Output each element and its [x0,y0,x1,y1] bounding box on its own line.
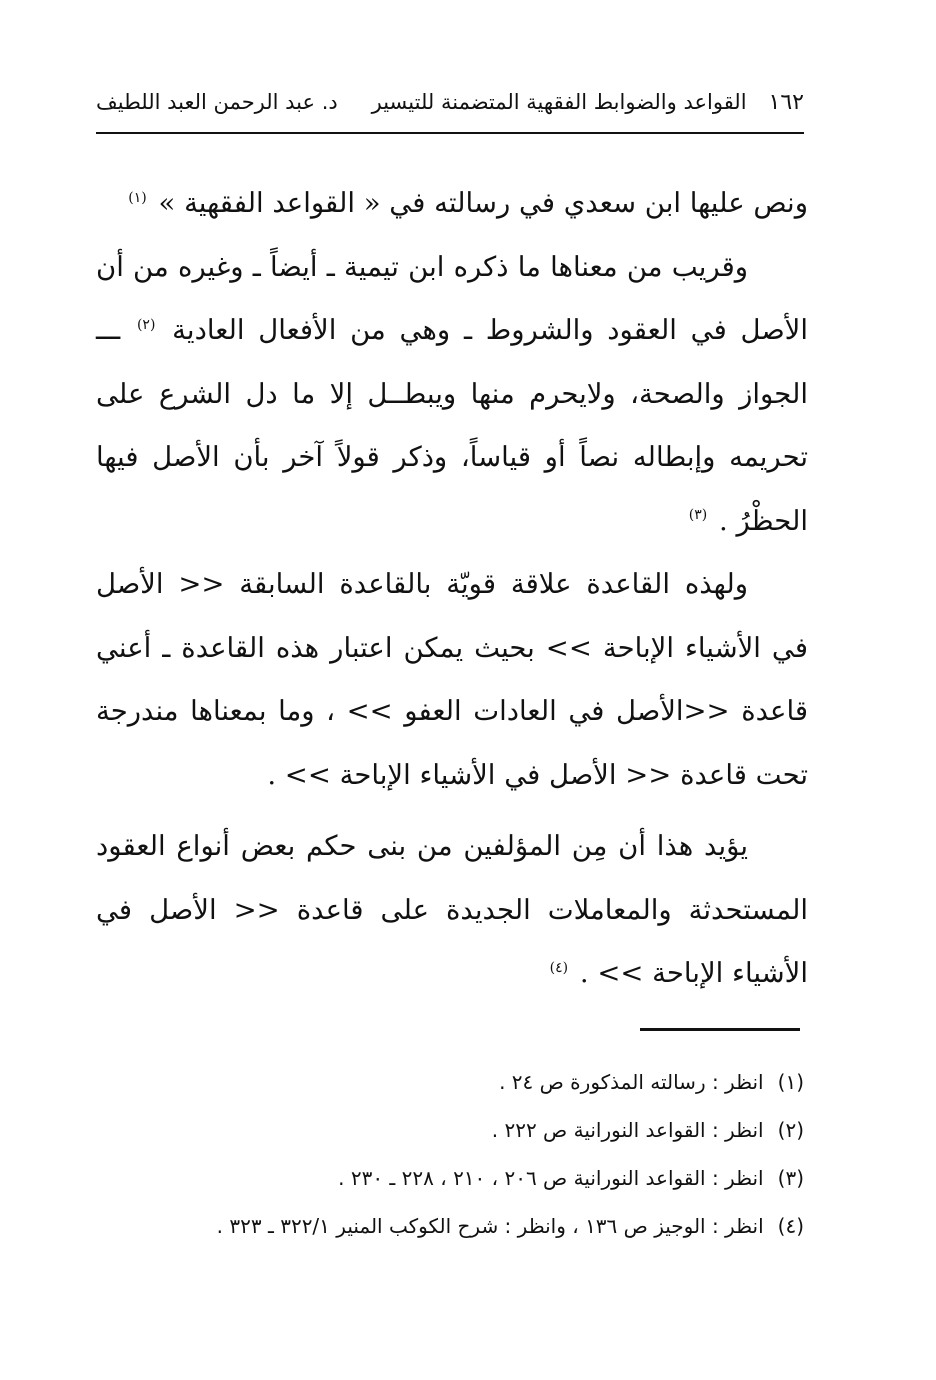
main-text [96,172,808,1006]
footnote-ref-2: (٢) [136,316,156,333]
page-number: ١٦٢ [768,89,804,115]
paragraph-2-text-b: ـــ الجواز والصحة، ولايحرم منها ويبطــل إلا ما دل الشرع على تحريمه وإبطاله نصاً أو قياساً، وذكر قولاً آخر بأن الأصل فيها الحظْرُ . [96,314,808,537]
running-header [96,82,804,122]
paragraph-4-text: يؤيد هذا أن مِن المؤلفين من بنى حكم بعض أنواع العقود المستحدثة والمعاملات الجديدة على قاعدة << الأصل في الأشياء الإباحة >> . [96,830,808,989]
footnote-ref-4: (٤) [549,959,569,976]
paragraph-4 [96,815,808,1006]
paragraph-2 [96,236,808,554]
paragraph-2-text-a: وقريب من معناها ما ذكره ابن تيمية ـ أيضاً ـ وغيره من أن الأصل في العقود والشروط ـ وهي من الأفعال العادية [96,250,808,346]
footnote-3 [96,1154,804,1202]
author-name: د. عبد الرحمن العبد اللطيف [96,90,338,114]
paragraph-3-text: ولهذه القاعدة علاقة قويّة بالقاعدة السابقة << الأصل في الأشياء الإباحة >> بحيث يمكن اعتبار هذه القاعدة ـ أعني قاعدة <<الأصل في العادات العفو >> ، وما بمعناها مندرجة تحت قاعدة << الأصل في الأشياء الإباحة >> . [96,568,808,791]
footnote-text: انظر : القواعد النورانية ص ٢٢٢ . [491,1118,764,1142]
book-title: القواعد والضوابط الفقهية المتضمنة للتيسير [371,90,747,114]
footnote-4 [96,1202,804,1250]
header-rule [96,132,804,134]
footnote-text: انظر : رسالته المذكورة ص ٢٤ . [499,1070,764,1094]
footnote-text: انظر : القواعد النورانية ص ٢٠٦ ، ٢١٠ ، ٢٢٨ ـ ٢٣٠ . [338,1166,764,1190]
footnote-number: (٣) [777,1166,804,1190]
footnote-number: (٤) [777,1214,804,1238]
footnotes [96,1058,804,1250]
paragraph-1 [96,172,808,236]
footnote-number: (١) [777,1070,804,1094]
footnote-number: (٢) [777,1118,804,1142]
paragraph-3 [96,553,808,807]
footnote-separator [640,1028,800,1031]
footnote-ref-3: (٣) [688,507,708,524]
footnote-text: انظر : الوجيز ص ١٣٦ ، وانظر : شرح الكوكب المنير ٣٢٢/١ ـ ٣٢٣ . [216,1214,764,1238]
paragraph-1-text: ونص عليها ابن سعدي في رسالته في « القواعد الفقهية » [158,187,808,219]
footnote-1 [96,1058,804,1106]
footnote-ref-1: (١) [128,189,147,206]
footnote-2 [96,1106,804,1154]
